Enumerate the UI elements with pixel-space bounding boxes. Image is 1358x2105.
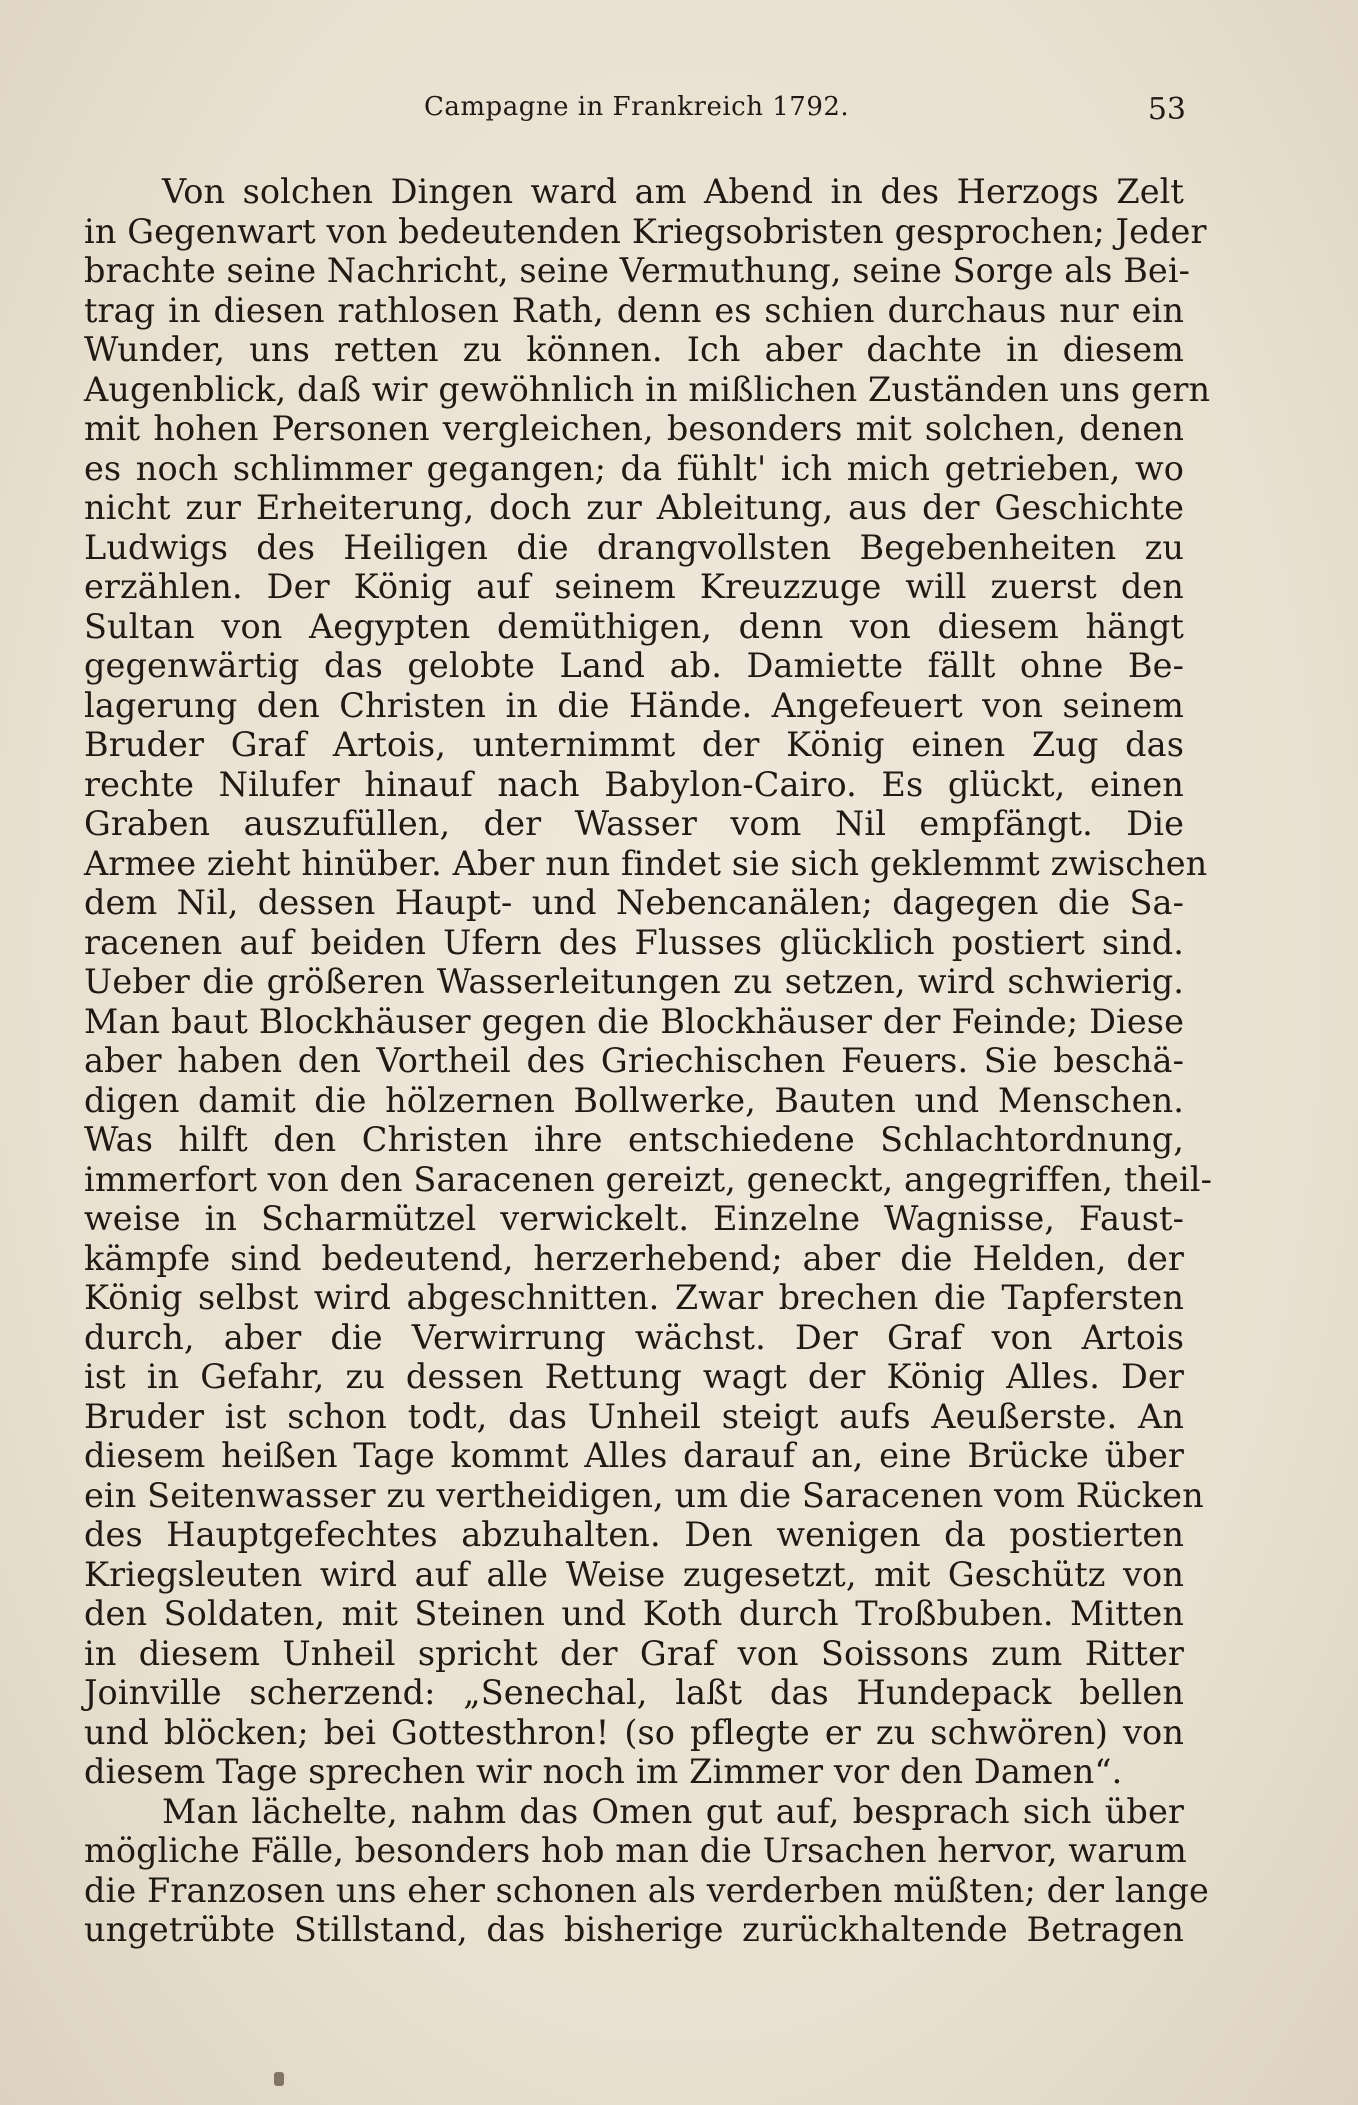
text-line: des Hauptgefechtes abzuhalten. Den wenigen da postierten [84, 1515, 1184, 1554]
text-line: Sultan von Aegypten demüthigen, denn von diesem hängt [84, 606, 1184, 646]
page-header [84, 92, 1186, 132]
text-line: Joinville scherzend: „Senechal, laßt das Hundepack bellen [84, 1673, 1184, 1712]
text-line: brachte seine Nachricht, seine Vermuthung, seine Sorge als Bei- [84, 251, 1191, 290]
text-line: Von solchen Dingen ward am Abend in des Herzogs Zelt [162, 172, 1184, 211]
text-line: König selbst wird abgeschnitten. Zwar brechen die Tapfersten [84, 1278, 1184, 1317]
text-line: Man baut Blockhäuser gegen die Blockhäuser der Feinde; Diese [84, 1001, 1184, 1041]
text-line: Wunder, uns retten zu können. Ich aber dachte in diesem [84, 330, 1184, 369]
text-line: racenen auf beiden Ufern des Flusses glücklich postiert sind. [84, 922, 1184, 962]
text-line: Ueber die größeren Wasserleitungen zu setzen, wird schwierig. [84, 962, 1184, 1001]
text-line: ein Seitenwasser zu vertheidigen, um die Saracenen vom Rücken [84, 1475, 1204, 1515]
text-line: durch, aber die Verwirrung wächst. Der Graf von Artois [84, 1317, 1184, 1357]
text-line: Bruder ist schon todt, das Unheil steigt aufs Aeußerste. An [84, 1396, 1184, 1436]
text-line: erzählen. Der König auf seinem Kreuzzuge will zuerst den [84, 567, 1184, 606]
text-line: die Franzosen uns eher schonen als verderben müßten; der lange [84, 1870, 1209, 1910]
text-line: weise in Scharmützel verwickelt. Einzelne Wagnisse, Faust- [84, 1199, 1184, 1238]
text-line: in diesem Unheil spricht der Graf von Soissons zum Ritter [84, 1633, 1184, 1673]
text-line: diesem heißen Tage kommt Alles darauf an, eine Brücke über [84, 1436, 1184, 1475]
text-line: nicht zur Erheiterung, doch zur Ableitung, aus der Geschichte [84, 488, 1184, 527]
text-line: ungetrübte Stillstand, das bisherige zurückhaltende Betragen [84, 1910, 1184, 1949]
text-line: Ludwigs des Heiligen die drangvollsten Begebenheiten zu [84, 527, 1184, 567]
print-speck [274, 2072, 284, 2086]
text-line: trag in diesen rathlosen Rath, denn es schien durchaus nur ein [84, 290, 1184, 330]
text-line: immerfort von den Saracenen gereizt, geneckt, angegriffen, theil- [84, 1159, 1213, 1199]
text-line: gegenwärtig das gelobte Land ab. Damiette fällt ohne Be- [84, 646, 1184, 685]
text-line: kämpfe sind bedeutend, herzerhebend; aber die Helden, der [84, 1238, 1184, 1278]
text-line: diesem Tage sprechen wir noch im Zimmer vor den Damen“. [84, 1752, 1123, 1791]
text-line: Man lächelte, nahm das Omen gut auf, besprach sich über [162, 1791, 1184, 1831]
text-line: in Gegenwart von bedeutenden Kriegsobristen gesprochen; Jeder [84, 211, 1207, 251]
text-line: mögliche Fälle, besonders hob man die Ursachen hervor, warum [84, 1831, 1187, 1870]
text-line: Graben auszufüllen, der Wasser vom Nil empfängt. Die [84, 804, 1184, 843]
text-line: Armee zieht hinüber. Aber nun findet sie sich geklemmt zwischen [84, 843, 1208, 883]
text-line: digen damit die hölzernen Bollwerke, Bauten und Menschen. [84, 1080, 1184, 1120]
text-line: lagerung den Christen in die Hände. Angefeuert von seinem [84, 685, 1184, 725]
body-text [84, 172, 1213, 1950]
text-line: aber haben den Vortheil des Griechischen Feuers. Sie beschä- [84, 1041, 1184, 1080]
text-line: den Soldaten, mit Steinen und Koth durch Troßbuben. Mitten [84, 1594, 1184, 1633]
text-line: es noch schlimmer gegangen; da fühlt' ich mich getrieben, wo [84, 448, 1184, 488]
page-number: 53 [1147, 92, 1186, 127]
text-line: ist in Gefahr, zu dessen Rettung wagt der König Alles. Der [84, 1357, 1184, 1396]
running-title: Campagne in Frankreich 1792. [424, 92, 850, 122]
text-line: Was hilft den Christen ihre entschiedene Schlachtordnung, [84, 1120, 1184, 1159]
text-line: dem Nil, dessen Haupt- und Nebencanälen; dagegen die Sa- [84, 883, 1184, 922]
text-line: mit hohen Personen vergleichen, besonders mit solchen, denen [84, 409, 1184, 448]
text-line: und blöcken; bei Gottesthron! (so pflegte er zu schwören) von [84, 1712, 1184, 1752]
text-line: Augenblick, daß wir gewöhnlich in mißlichen Zuständen uns gern [84, 369, 1211, 409]
text-line: Kriegsleuten wird auf alle Weise zugesetzt, mit Geschütz von [84, 1554, 1184, 1594]
text-line: rechte Nilufer hinauf nach Babylon-Cairo. Es glückt, einen [84, 764, 1184, 804]
text-line: Bruder Graf Artois, unternimmt der König einen Zug das [84, 725, 1184, 764]
